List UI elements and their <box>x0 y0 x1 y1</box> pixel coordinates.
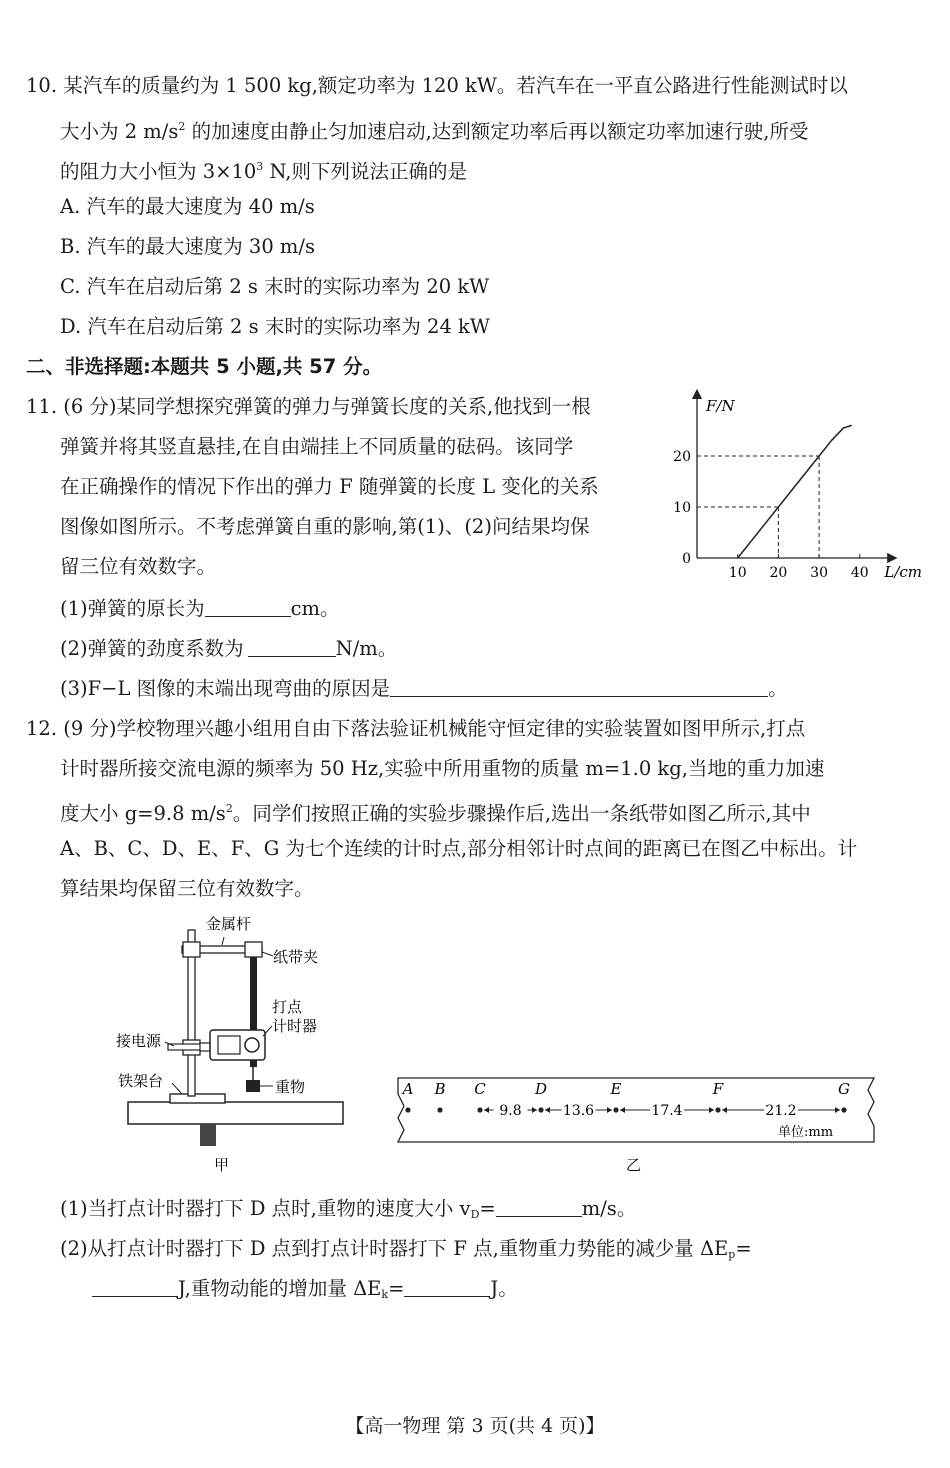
q10-option-b: B. 汽车的最大速度为 30 m/s <box>60 235 316 258</box>
q12-line-4: A、B、C、D、E、F、G 为七个连续的计时点,部分相邻计时点间的距离已在图乙中标出。计 <box>60 837 858 860</box>
q12-sub-2-subscript-2: k <box>381 1288 389 1301</box>
q12-sub-2-text: (2)从打点计时器打下 D 点到打点计时器打下 F 点,重物重力势能的减少量 ΔE <box>60 1237 729 1260</box>
q12-sub-2-cont <box>92 1275 518 1309</box>
tape-point-label-G: G <box>838 1080 850 1098</box>
tape-clip <box>245 942 262 957</box>
tape-dot-F <box>715 1107 720 1112</box>
q10-line-3-sup: 3 <box>256 160 264 173</box>
q10-line-2-a: 大小为 2 m/s <box>60 120 179 143</box>
q12-sub-1 <box>60 1195 636 1229</box>
tape-distance-2: 17.4 <box>651 1103 683 1119</box>
tape-distance-3: 21.2 <box>765 1103 797 1119</box>
q11-sub-3-end: 。 <box>768 677 788 700</box>
label-metal-rod: 金属杆 <box>206 915 252 933</box>
q11-answer-blank-1[interactable] <box>205 596 291 617</box>
y-tick-label-0: 0 <box>682 551 691 567</box>
tape-point-label-B: B <box>434 1080 446 1098</box>
q11-line-3: 在正确操作的情况下作出的弹力 F 随弹簧的长度 L 变化的关系 <box>60 475 599 498</box>
q12-answer-blank-1[interactable] <box>496 1196 582 1217</box>
q12-sub-1-text: (1)当打点计时器打下 D 点时,重物的速度大小 v <box>60 1197 471 1220</box>
caption-yi: 乙 <box>626 1156 642 1174</box>
weight <box>246 1080 260 1092</box>
q11-answer-blank-2[interactable] <box>248 636 336 657</box>
q10-line-1: 10. 某汽车的质量约为 1 500 kg,额定功率为 120 kW。若汽车在一平直公路进行性能测试时以 <box>26 74 848 97</box>
q12-line-3-a: 度大小 g=9.8 m/s <box>60 802 226 825</box>
table-leg <box>200 1124 216 1146</box>
tape-point-label-A: A <box>402 1080 414 1098</box>
q12-line-3-b: 。同学们按照正确的实验步骤操作后,选出一条纸带如图乙所示,其中 <box>232 802 811 825</box>
tape-distance-1: 13.6 <box>562 1103 595 1119</box>
tape-dot-E <box>613 1107 618 1112</box>
q12-sub-2-eq: = <box>735 1237 752 1260</box>
y-axis-label: F/N <box>706 397 735 415</box>
q11-sub-1-text: (1)弹簧的原长为 <box>60 597 205 620</box>
q12-sub-1-subscript: D <box>470 1208 480 1221</box>
tape-point-label-E: E <box>610 1080 622 1098</box>
q12-sub-2-unit: J。 <box>490 1277 518 1300</box>
timer-wheel <box>245 1038 259 1052</box>
stand-leader <box>172 1083 182 1094</box>
tape-point-label-F: F <box>712 1080 724 1098</box>
q11-sub-1-unit: cm。 <box>290 597 340 620</box>
q12-sub-2-text-2: J,重物动能的增加量 ΔE <box>178 1277 382 1300</box>
q12-line-5: 算结果均保留三位有效数字。 <box>60 877 314 900</box>
q10-line-3-b: N,则下列说法正确的是 <box>263 160 467 183</box>
tape-dot-D <box>538 1107 543 1112</box>
q11-sub-2 <box>60 635 397 663</box>
q12-answer-blank-2[interactable] <box>92 1276 178 1297</box>
q11-sub-2-unit: N/m。 <box>335 637 398 660</box>
x-tick-label-20: 20 <box>769 565 788 581</box>
timer-coil <box>218 1036 240 1054</box>
q11-sub-3 <box>60 675 788 703</box>
q12-sub-2 <box>60 1235 752 1269</box>
label-tape-clip: 纸带夹 <box>273 948 319 966</box>
clip-leader <box>262 952 273 956</box>
q10-line-3-a: 的阻力大小恒为 3×10 <box>60 160 257 183</box>
q10-line-2-b: 的加速度由静止匀加速启动,达到额定功率后再以额定功率加速行驶,所受 <box>185 120 809 143</box>
q12-line-3 <box>60 795 811 828</box>
tape-figure <box>390 1070 890 1180</box>
q12-line-2: 计时器所接交流电源的频率为 50 Hz,实验中所用重物的质量 m=1.0 kg,当地的重力加速 <box>60 757 825 780</box>
q10-line-2-sup: 2 <box>178 120 186 133</box>
q12-sub-2-eq-2: = <box>388 1277 405 1300</box>
q12-line-1: 12. (9 分)学校物理兴趣小组用自由下落法验证机械能守恒定律的实验装置如图甲所示,打点 <box>26 717 806 740</box>
stand-base <box>170 1094 225 1103</box>
label-power: 接电源 <box>116 1032 162 1050</box>
rod-leader <box>222 937 224 945</box>
arm-stub <box>200 1043 210 1051</box>
y-tick-label-10: 10 <box>673 500 691 516</box>
q10-option-d: D. 汽车在启动后第 2 s 末时的实际功率为 24 kW <box>60 315 490 338</box>
label-weight: 重物 <box>275 1078 306 1096</box>
q12-sub-1-unit: m/s。 <box>581 1197 637 1220</box>
tape-point-label-C: C <box>474 1080 486 1098</box>
label-timer-2: 计时器 <box>272 1017 318 1035</box>
tape-distance-0: 9.8 <box>499 1103 522 1119</box>
series-line-0 <box>738 425 852 558</box>
tape-dot-G <box>841 1107 846 1112</box>
rod-clamp <box>183 942 200 957</box>
table-top <box>128 1102 343 1124</box>
page-footer: 【高一物理 第 3 页(共 4 页)】 <box>345 1415 605 1437</box>
q12-sub-1-eq: = <box>479 1197 496 1220</box>
q10-line-3 <box>60 153 467 186</box>
tape-unit: 单位:mm <box>778 1125 834 1140</box>
caption-jia: 甲 <box>214 1156 230 1174</box>
tape-dot-C <box>477 1107 482 1112</box>
q11-line-5: 留三位有效数字。 <box>60 555 217 578</box>
x-axis-label: L/cm <box>884 563 923 581</box>
x-tick-label-40: 40 <box>850 565 869 581</box>
x-tick-label-30: 30 <box>810 565 829 581</box>
f-l-chart <box>670 388 940 588</box>
q11-line-1: 11. (6 分)某同学想探究弹簧的弹力与弹簧长度的关系,他找到一根 <box>26 395 591 418</box>
apparatus-figure <box>110 912 360 1180</box>
tape-dot-B <box>437 1107 442 1112</box>
y-tick-label-20: 20 <box>673 449 691 465</box>
q11-answer-blank-3[interactable] <box>390 676 768 697</box>
q12-answer-blank-3[interactable] <box>404 1276 490 1297</box>
label-timer-1: 打点 <box>272 998 303 1016</box>
q11-sub-1 <box>60 595 340 623</box>
q12-line-3-sup: 2 <box>225 802 233 815</box>
q11-line-2: 弹簧并将其竖直悬挂,在自由端挂上不同质量的砝码。该同学 <box>60 435 574 458</box>
q10-option-c: C. 汽车在启动后第 2 s 末时的实际功率为 20 kW <box>60 275 490 298</box>
tape-dot-A <box>405 1107 410 1112</box>
q11-sub-3-text: (3)F−L 图像的末端出现弯曲的原因是 <box>60 677 391 700</box>
q11-sub-2-text: (2)弹簧的劲度系数为 <box>60 637 244 660</box>
q11-line-4: 图像如图所示。不考虑弹簧自重的影响,第(1)、(2)问结果均保 <box>60 515 590 538</box>
tape-point-label-D: D <box>534 1080 548 1098</box>
x-tick-label-10: 10 <box>728 565 747 581</box>
label-stand: 铁架台 <box>118 1072 164 1090</box>
section-2-heading: 二、非选择题:本题共 5 小题,共 57 分。 <box>26 355 383 378</box>
q10-line-2 <box>60 113 808 146</box>
q10-option-a: A. 汽车的最大速度为 40 m/s <box>60 195 315 218</box>
q12-sub-2-subscript: p <box>728 1248 736 1261</box>
